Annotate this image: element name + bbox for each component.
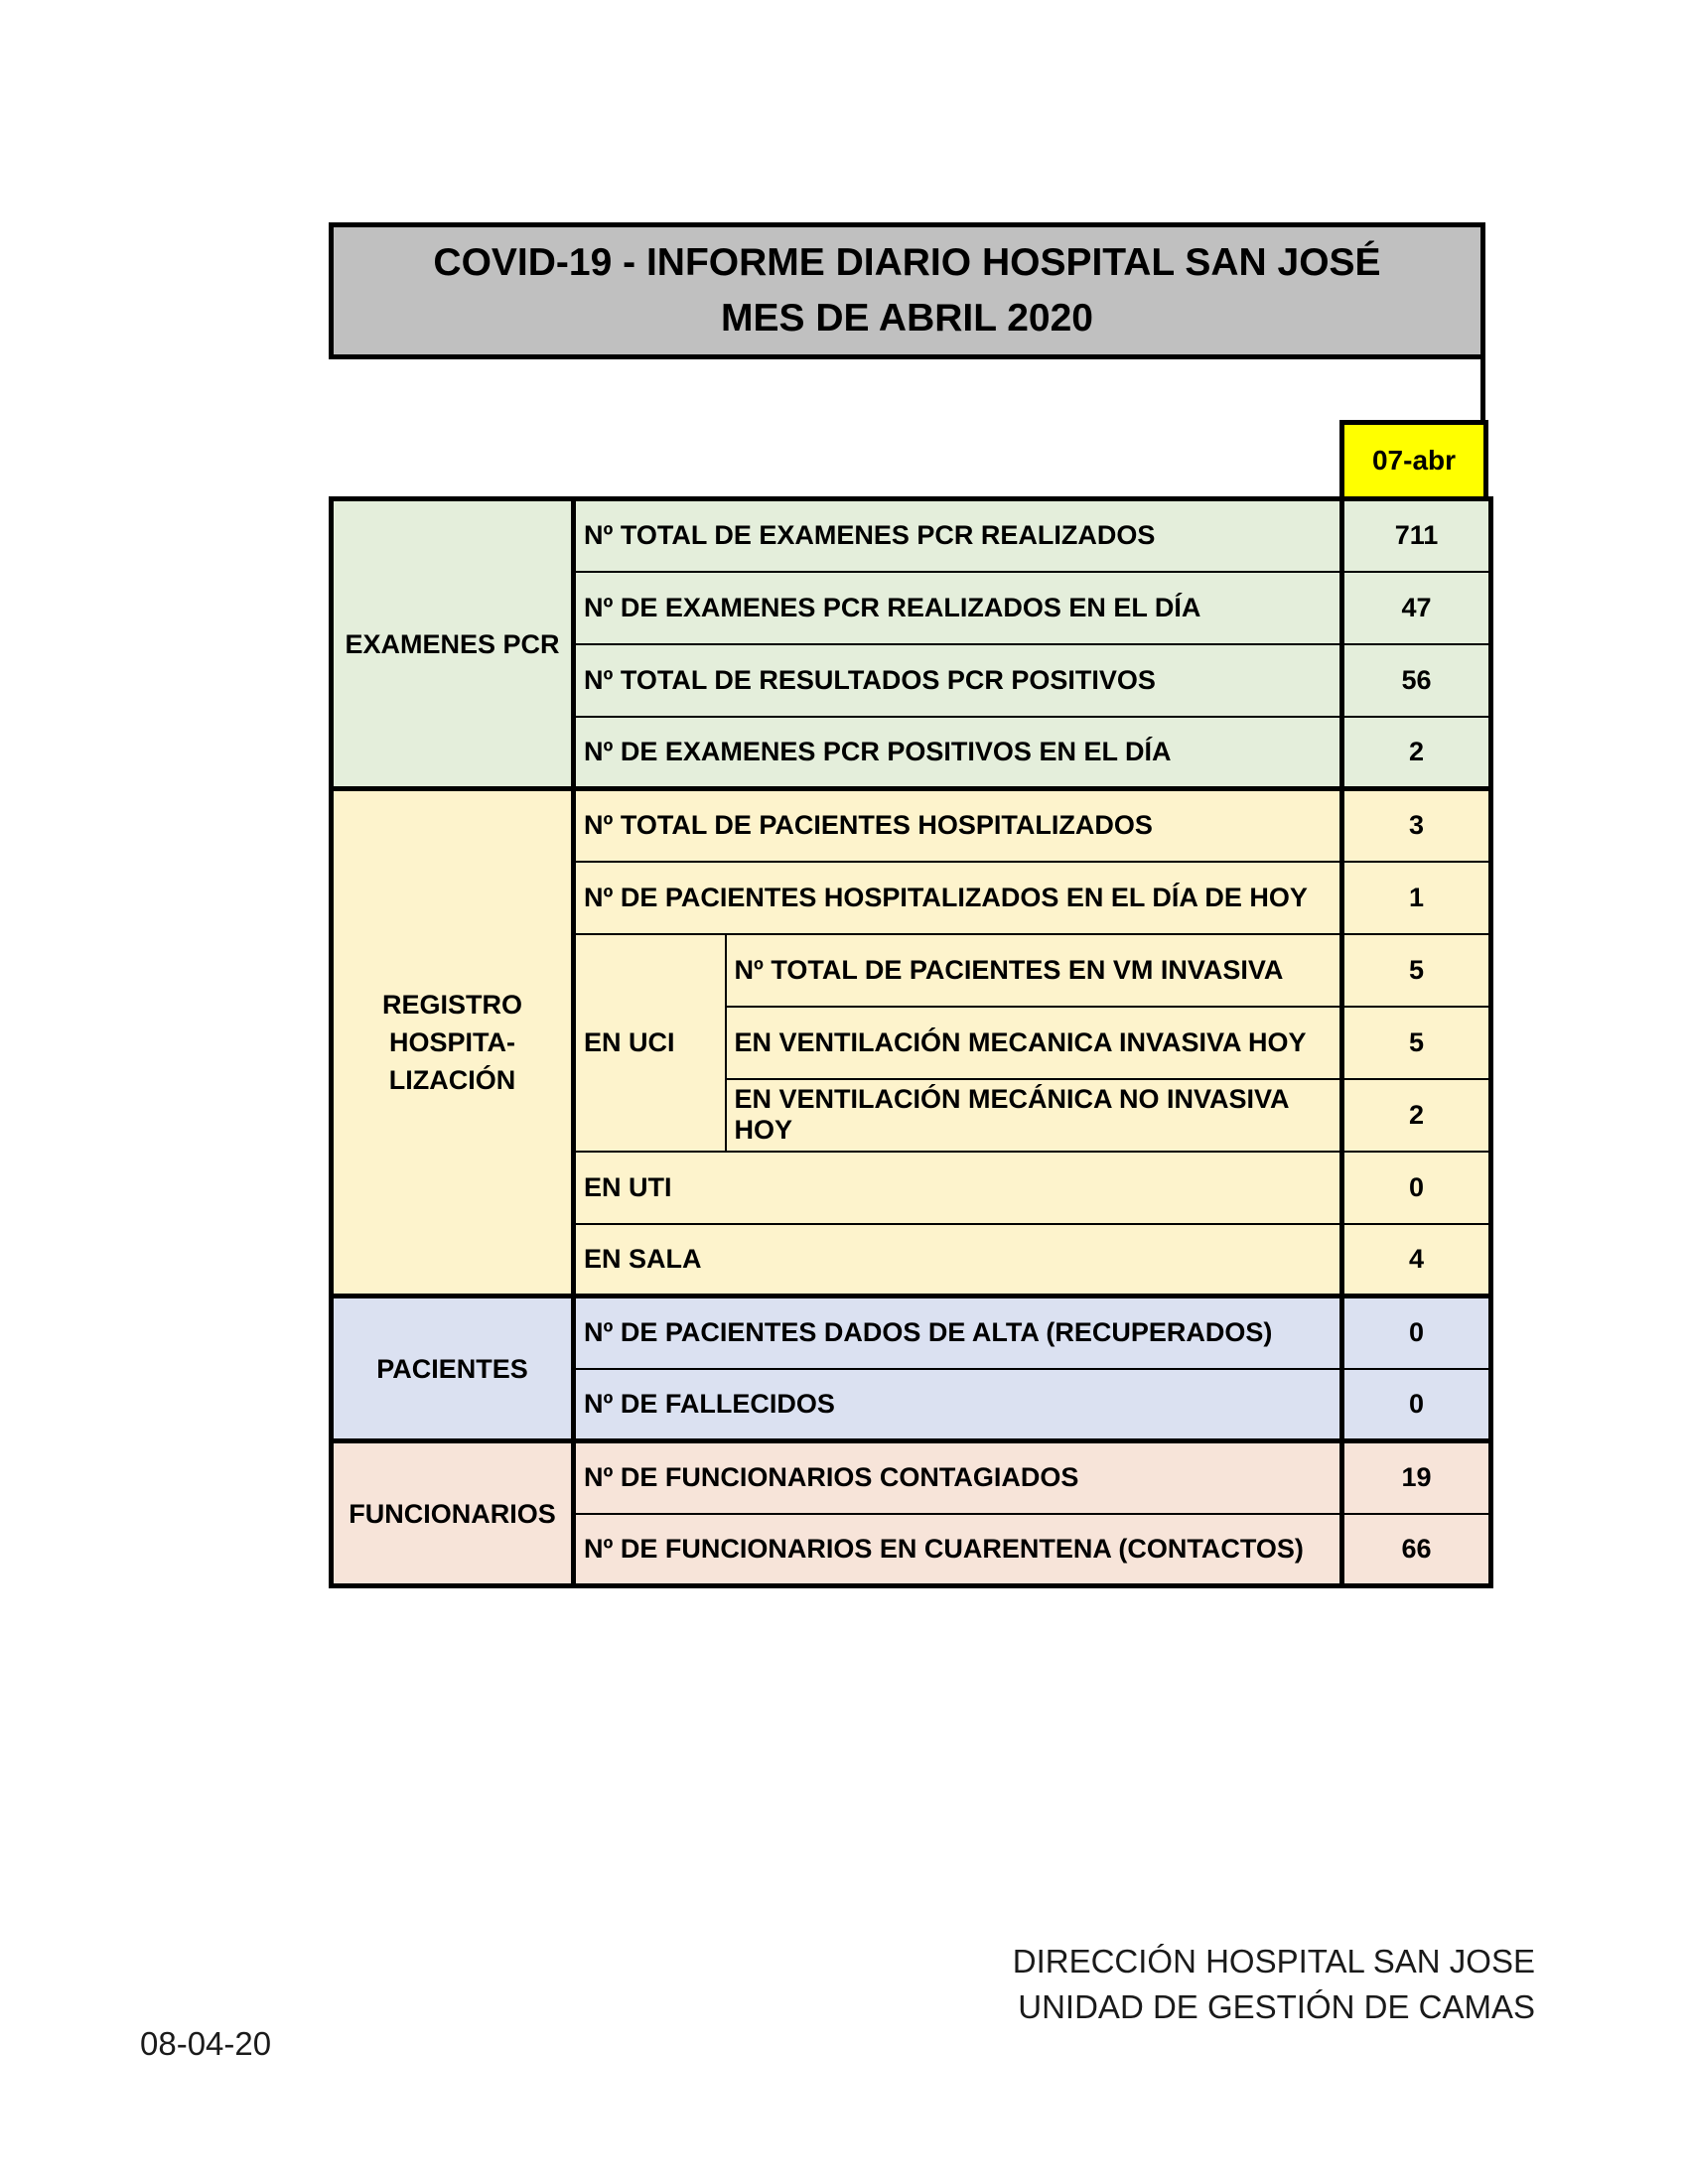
row-value: 47 [1342, 572, 1491, 644]
table-row [332, 1297, 1491, 1369]
row-label: Nº TOTAL DE EXAMENES PCR REALIZADOS [574, 499, 1342, 572]
row-value: 0 [1342, 1152, 1491, 1224]
row-value: 66 [1342, 1514, 1491, 1586]
row-label: Nº DE PACIENTES HOSPITALIZADOS EN EL DÍA DE HOY [574, 862, 1342, 934]
row-label: Nº DE EXAMENES PCR POSITIVOS EN EL DÍA [574, 717, 1342, 789]
subsection-label-uci: EN UCI [574, 934, 726, 1152]
report-title-line2: MES DE ABRIL 2020 [721, 297, 1093, 340]
report-title-line1: COVID-19 - INFORME DIARIO HOSPITAL SAN JOSÉ [433, 241, 1381, 284]
row-label: Nº DE FUNCIONARIOS EN CUARENTENA (CONTACTOS) [574, 1514, 1342, 1586]
section-label-line: REGISTRO [381, 990, 522, 1020]
row-label: Nº DE EXAMENES PCR REALIZADOS EN EL DÍA [574, 572, 1342, 644]
row-label: Nº DE PACIENTES DADOS DE ALTA (RECUPERADOS) [574, 1297, 1342, 1369]
row-value: 5 [1342, 934, 1491, 1007]
report-table [329, 496, 1493, 1588]
section-label-pacientes: PACIENTES [332, 1297, 574, 1441]
row-label: Nº TOTAL DE PACIENTES HOSPITALIZADOS [574, 789, 1342, 862]
row-value: 56 [1342, 644, 1491, 717]
date-column-header: 07-abr [1339, 420, 1488, 501]
row-value: 0 [1342, 1297, 1491, 1369]
row-value: 3 [1342, 789, 1491, 862]
section-label-line: HOSPITA- [389, 1027, 515, 1057]
row-value: 711 [1342, 499, 1491, 572]
footer-org-line1: DIRECCIÓN HOSPITAL SAN JOSE [1012, 1943, 1535, 1979]
row-value: 5 [1342, 1007, 1491, 1079]
footer-organization [1013, 1939, 1535, 2030]
footer-date: 08-04-20 [140, 2025, 272, 2062]
section-label-funcionarios: FUNCIONARIOS [332, 1441, 574, 1586]
right-border-connector [1480, 357, 1485, 423]
row-label: EN VENTILACIÓN MECANICA INVASIVA HOY [726, 1007, 1342, 1079]
row-label: EN UTI [574, 1152, 1342, 1224]
row-value: 4 [1342, 1224, 1491, 1297]
footer-org-line2: UNIDAD DE GESTIÓN DE CAMAS [1018, 1988, 1535, 2025]
row-label: Nº TOTAL DE PACIENTES EN VM INVASIVA [726, 934, 1342, 1007]
row-value: 19 [1342, 1441, 1491, 1514]
row-label: Nº DE FALLECIDOS [574, 1369, 1342, 1441]
table-row [332, 789, 1491, 862]
table-row [332, 1441, 1491, 1514]
report-title [329, 222, 1485, 359]
row-label: EN SALA [574, 1224, 1342, 1297]
row-label: Nº TOTAL DE RESULTADOS PCR POSITIVOS [574, 644, 1342, 717]
row-value: 2 [1342, 717, 1491, 789]
section-label-pcr: EXAMENES PCR [332, 499, 574, 789]
row-value: 2 [1342, 1079, 1491, 1152]
row-value: 0 [1342, 1369, 1491, 1441]
row-value: 1 [1342, 862, 1491, 934]
section-label-hospitalizacion [332, 789, 574, 1297]
row-label: Nº DE FUNCIONARIOS CONTAGIADOS [574, 1441, 1342, 1514]
section-label-line: LIZACIÓN [388, 1065, 516, 1095]
table-row [332, 499, 1491, 572]
row-label: EN VENTILACIÓN MECÁNICA NO INVASIVA HOY [726, 1079, 1342, 1152]
